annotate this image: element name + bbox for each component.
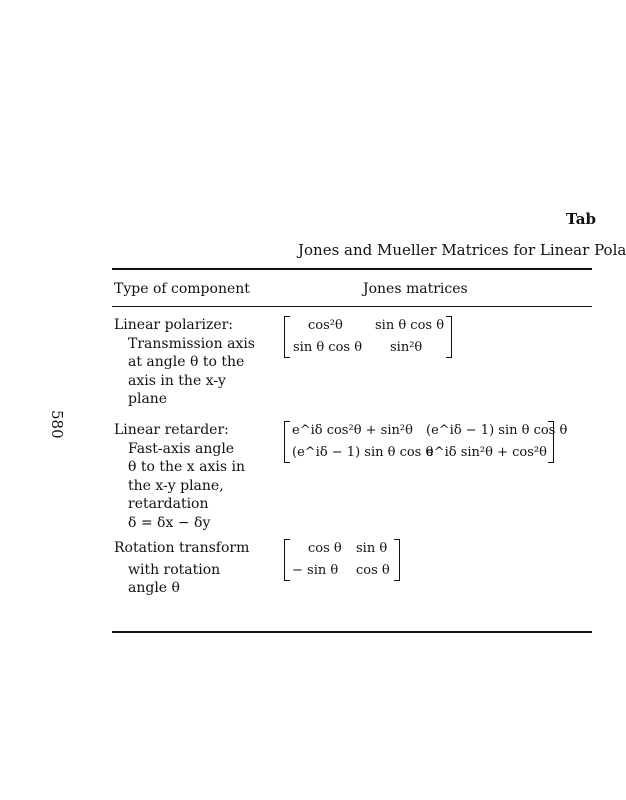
page-number: 580 bbox=[48, 410, 66, 439]
description-line: θ to the x axis in bbox=[128, 459, 245, 475]
row-retarder-description bbox=[114, 421, 245, 532]
description-line: retardation bbox=[128, 496, 209, 512]
jones-matrix-rotation bbox=[284, 539, 400, 581]
jones-matrix-retarder bbox=[284, 421, 568, 463]
left-bracket bbox=[284, 421, 290, 463]
matrix-cell: cos θ bbox=[356, 563, 390, 578]
bottom-rule bbox=[112, 631, 592, 633]
description-line: angle θ bbox=[128, 580, 180, 596]
description-line: Fast-axis angle bbox=[128, 440, 235, 457]
description-line: δ = δx − δy bbox=[128, 514, 211, 531]
description-line: Transmission axis bbox=[128, 335, 255, 352]
description-line: at angle θ to the bbox=[128, 354, 245, 370]
matrix-cell: (e^iδ − 1) sin θ cos θ bbox=[426, 423, 568, 438]
matrix-cell: e^iδ cos²θ + sin²θ bbox=[292, 423, 413, 438]
matrix-cell: sin θ cos θ bbox=[375, 318, 445, 333]
table-subtitle: Jones and Mueller Matrices for Linear Pola bbox=[298, 241, 626, 259]
description-line: axis in the x-y bbox=[128, 372, 226, 389]
matrix-cell: − sin θ bbox=[292, 563, 339, 578]
matrix-cell: (e^iδ − 1) sin θ cos θ bbox=[292, 445, 434, 460]
jones-matrix-polarizer bbox=[284, 316, 452, 358]
column-header-jones: Jones matrices bbox=[363, 281, 468, 297]
row-polarizer-description bbox=[114, 316, 255, 409]
right-bracket bbox=[394, 539, 400, 581]
column-header-type: Type of component bbox=[114, 281, 250, 297]
matrix-cell: cos²θ bbox=[308, 318, 343, 333]
matrix-cell: sin θ bbox=[356, 541, 388, 556]
row-rotation-description bbox=[114, 539, 249, 598]
matrix-cell: e^iδ sin²θ + cos²θ bbox=[426, 445, 547, 460]
left-bracket bbox=[284, 316, 290, 358]
top-rule bbox=[112, 268, 592, 270]
matrix-cell: cos θ bbox=[308, 541, 342, 556]
matrix-cell: sin θ cos θ bbox=[293, 340, 363, 355]
description-line: Rotation transform bbox=[114, 540, 250, 556]
description-line: Linear retarder: bbox=[114, 422, 229, 438]
header-rule bbox=[112, 306, 592, 307]
description-line: Linear polarizer: bbox=[114, 317, 234, 333]
right-bracket bbox=[446, 316, 452, 358]
description-line: the x-y plane, bbox=[128, 477, 224, 494]
matrix-cell: sin²θ bbox=[390, 340, 423, 355]
description-line: with rotation bbox=[128, 561, 221, 578]
table-title: Tab bbox=[566, 210, 596, 228]
description-line: plane bbox=[128, 391, 168, 407]
left-bracket bbox=[284, 539, 290, 581]
